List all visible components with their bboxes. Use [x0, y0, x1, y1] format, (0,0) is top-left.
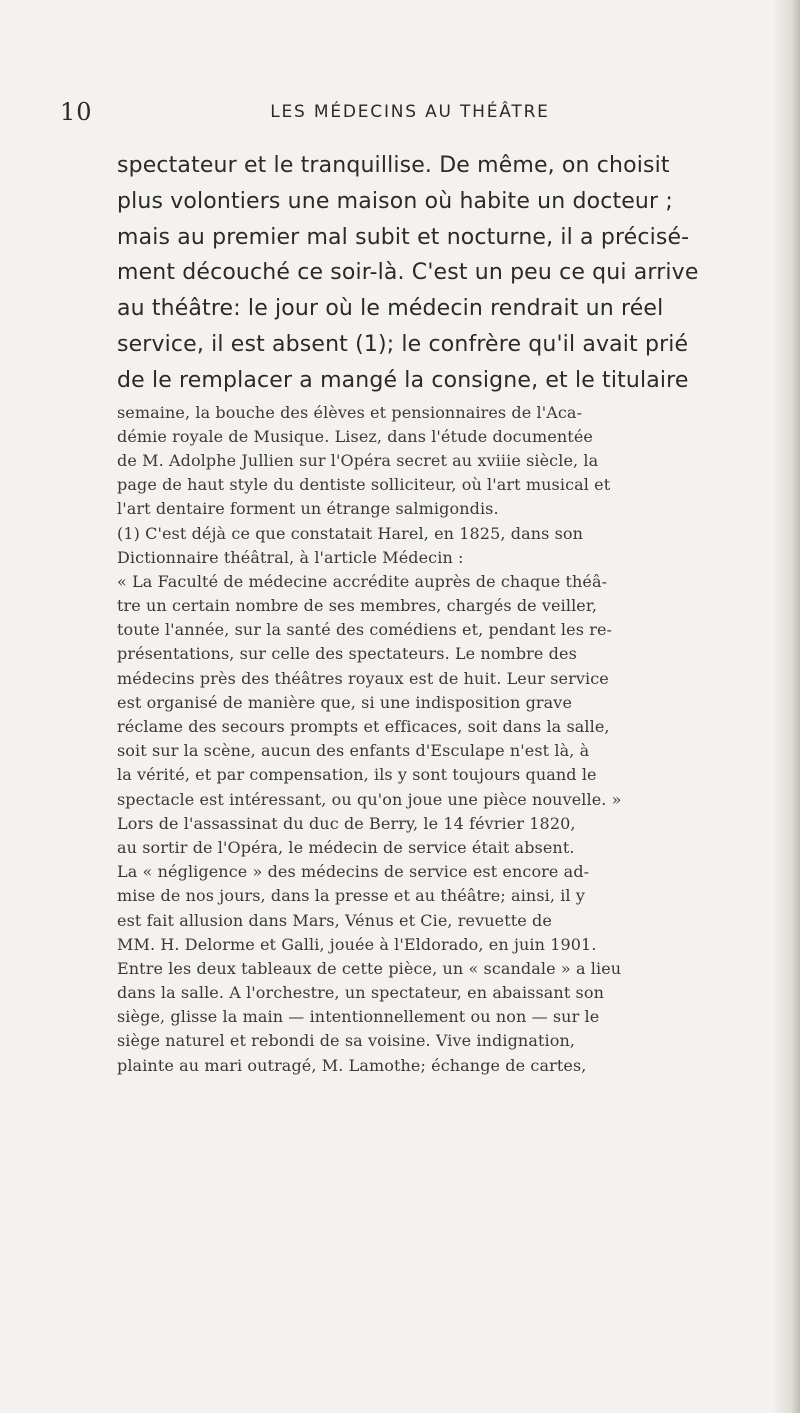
running-title: LES MÉDECINS AU THÉÂTRE — [270, 102, 550, 122]
page-header — [60, 98, 760, 138]
footnote-line: semaine, la bouche des élèves et pensionnaires de l'Aca- — [117, 402, 583, 422]
main-text-line: service, il est absent (1); le confrère qu'il avait prié — [117, 331, 689, 357]
footnote-line: tre un certain nombre de ses membres, chargés de veiller, — [117, 596, 598, 616]
footnote-line: de M. Adolphe Jullien sur l'Opéra secret au xviiie siècle, la — [117, 450, 599, 470]
footnote-line: la vérité, et par compensation, ils y sont toujours quand le — [117, 765, 597, 785]
footnote-line: La « négligence » des médecins de service est encore ad- — [117, 862, 590, 882]
main-text-line: mais au premier mal subit et nocturne, il a précisé- — [117, 224, 690, 250]
footnote-line: présentations, sur celle des spectateurs. Le nombre des — [117, 644, 577, 664]
page-number: 10 — [60, 98, 93, 126]
main-text-line: de le remplacer a mangé la consigne, et le titulaire — [117, 367, 689, 393]
footnote-line: Entre les deux tableaux de cette pièce, un « scandale » a lieu — [117, 958, 622, 978]
footnote-line: au sortir de l'Opéra, le médecin de service était absent. — [117, 837, 575, 857]
footnote-line: siège, glisse la main — intentionnellement ou non — sur le — [117, 1007, 600, 1027]
footnote-line: réclame des secours prompts et efficaces, soit dans la salle, — [117, 717, 610, 737]
footnote-line: Dictionnaire théâtral, à l'article Médecin : — [117, 547, 464, 567]
footnote-line: est fait allusion dans Mars, Vénus et Cie, revuette de — [117, 910, 552, 930]
footnote-line: toute l'année, sur la santé des comédiens et, pendant les re- — [117, 620, 613, 640]
footnote-line: spectacle est intéressant, ou qu'on joue une pièce nouvelle. » — [117, 789, 622, 809]
footnote-line: mise de nos jours, dans la presse et au théâtre; ainsi, il y — [117, 886, 585, 906]
main-paragraph — [117, 148, 767, 399]
main-text-line: spectateur et le tranquillise. De même, on choisit — [117, 153, 670, 178]
footnote-line: (1) C'est déjà ce que constatait Harel, en 1825, dans son — [117, 523, 584, 543]
footnote-line: dans la salle. A l'orchestre, un spectateur, en abaissant son — [117, 983, 604, 1003]
main-text-line: au théâtre: le jour où le médecin rendrait un réel — [117, 296, 664, 322]
footnote-line: démie royale de Musique. Lisez, dans l'étude documentée — [117, 426, 593, 446]
footnote-line: MM. H. Delorme et Galli, jouée à l'Eldorado, en juin 1901. — [117, 934, 597, 954]
footnote-block — [117, 401, 767, 1078]
footnote-line: médecins près des théâtres royaux est de huit. Leur service — [117, 668, 609, 688]
main-text-line: ment découché ce soir-là. C'est un peu ce qui arrive — [117, 260, 699, 286]
footnote-line: page de haut style du dentiste solliciteur, où l'art musical et — [117, 475, 611, 495]
body-text — [117, 148, 767, 1078]
footnote-line: plainte au mari outragé, M. Lamothe; échange de cartes, — [117, 1055, 587, 1075]
footnote-line: siège naturel et rebondi de sa voisine. Vive indignation, — [117, 1031, 576, 1051]
main-text-line: plus volontiers une maison où habite un docteur ; — [117, 188, 673, 214]
page-edge-shadow — [772, 0, 800, 1413]
footnote-line: l'art dentaire forment un étrange salmigondis. — [117, 499, 499, 519]
footnote-line: « La Faculté de médecine accrédite auprès de chaque théâ- — [117, 571, 608, 591]
footnote-line: soit sur la scène, aucun des enfants d'Esculape n'est là, à — [117, 741, 590, 761]
footnote-line: est organisé de manière que, si une indisposition grave — [117, 692, 573, 712]
footnote-line: Lors de l'assassinat du duc de Berry, le 14 février 1820, — [117, 813, 576, 833]
